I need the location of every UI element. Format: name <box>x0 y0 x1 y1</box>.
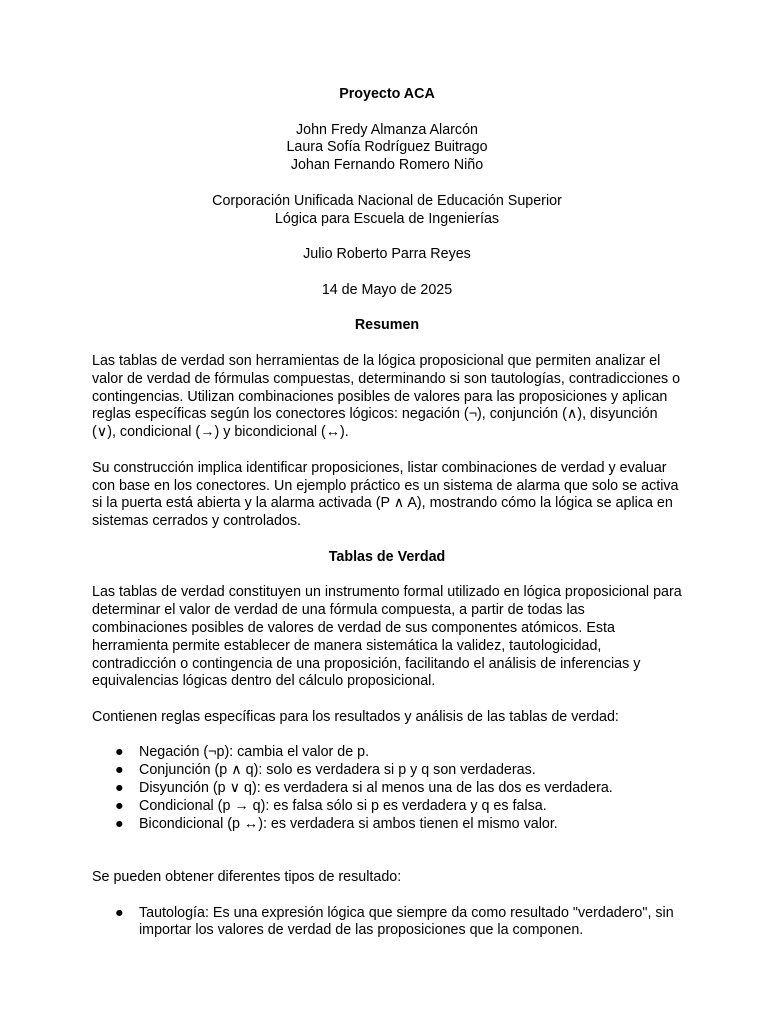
bullet-icon: ● <box>115 744 124 761</box>
list-item <box>92 816 682 834</box>
list-item <box>92 762 682 780</box>
bullet-icon: ● <box>115 762 124 779</box>
resumen-paragraph-2: Su construcción implica identificar proposiciones, listar combinaciones de verdad y evaluar con base en los conectores. Un ejemplo práctico es un sistema de alarma que solo se activa si la puerta está abierta y la alarma activada (P ∧ A), mostrando cómo la lógica se aplica en sistemas cerrados y controlados. <box>92 459 679 530</box>
rules-list <box>92 744 682 833</box>
rule-bicondicional: Bicondicional (p ↔): es verdadera si ambos tienen el mismo valor. <box>139 815 558 832</box>
rule-negacion: Negación (¬p): cambia el valor de p. <box>139 744 370 761</box>
tablas-intro-paragraph: Las tablas de verdad constituyen un instrumento formal utilizado en lógica proposicional para determinar el valor de verdad de una fórmula compuesta, a partir de todas las combinaciones posibles de valores de verdad de sus componentes atómicos. Esta herramienta permite establecer de manera sistemática la validez, tautologicidad, contradicción o contingencia de una proposición, facilitando el análisis de inferencias y equivalencias lógicas dentro del cálculo proposicional. <box>92 584 682 690</box>
resumen-heading: Resumen <box>354 317 420 334</box>
document-page <box>92 86 682 940</box>
author-1: John Fredy Almanza Alarcón <box>296 121 478 138</box>
author-2: Laura Sofía Rodríguez Buitrago <box>286 139 488 156</box>
resumen-paragraph-1: Las tablas de verdad son herramientas de la lógica proposicional que permiten analizar el valor de verdad de fórmulas compuestas, determinando si son tautologías, contradicciones o contingencias. Utilizan combinaciones posibles de valores para las proposiciones y aplican reglas específicas según los conectores lógicos: negación (¬), conjunción (∧), disyunción (∨), condicional (→) y bicondicional (↔). <box>92 352 681 441</box>
list-item <box>92 780 682 798</box>
rules-intro: Contienen reglas específicas para los resultados y análisis de las tablas de verdad: <box>92 708 619 725</box>
document-title: Proyecto ACA <box>339 86 435 102</box>
author-3: Johan Fernando Romero Niño <box>290 157 484 174</box>
list-item <box>92 744 682 762</box>
list-item <box>92 798 682 816</box>
bullet-icon: ● <box>115 780 124 797</box>
result-tautologia: Tautología: Es una expresión lógica que siempre da como resultado "verdadero", sin importar los valores de verdad de las proposiciones que la componen. <box>139 904 674 939</box>
bullet-icon: ● <box>115 815 124 832</box>
rule-disyuncion: Disyunción (p ∨ q): es verdadera si al menos una de las dos es verdadera. <box>139 780 613 797</box>
institution: Corporación Unificada Nacional de Educación Superior <box>212 192 562 209</box>
rule-conjuncion: Conjunción (p ∧ q): solo es verdadera si p y q son verdaderas. <box>139 762 536 779</box>
bullet-icon: ● <box>115 904 124 921</box>
results-intro: Se pueden obtener diferentes tipos de resultado: <box>92 869 402 886</box>
instructor-name: Julio Roberto Parra Reyes <box>303 246 471 263</box>
tablas-heading: Tablas de Verdad <box>328 548 446 565</box>
bullet-icon: ● <box>115 797 124 814</box>
course-name: Lógica para Escuela de Ingenierías <box>274 210 500 227</box>
results-list <box>92 905 682 941</box>
rule-condicional: Condicional (p → q): es falsa sólo si p es verdadera y q es falsa. <box>139 797 547 814</box>
list-item <box>92 905 682 941</box>
document-date: 14 de Mayo de 2025 <box>321 281 453 298</box>
